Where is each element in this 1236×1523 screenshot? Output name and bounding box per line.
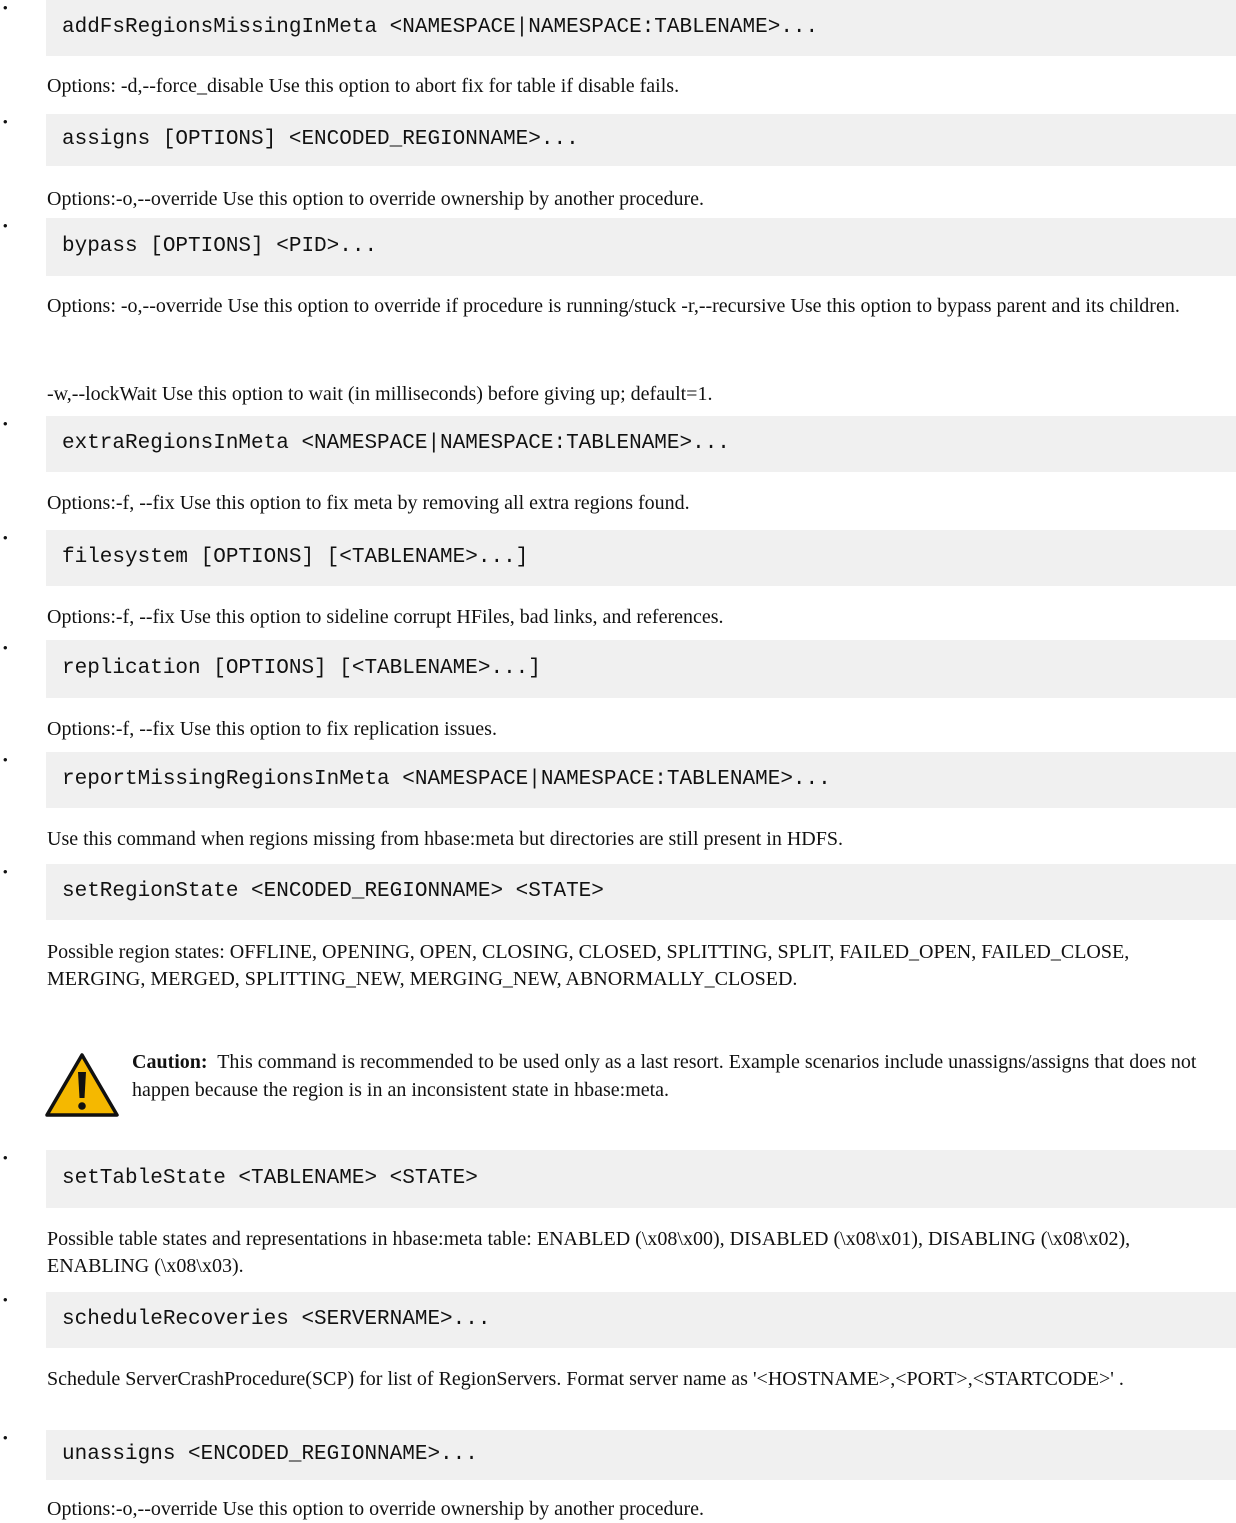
command-description: Use this command when regions missing from hbase:meta but directories are still present in HDFS. bbox=[47, 828, 843, 850]
command-code-block: setRegionState <ENCODED_REGIONNAME> <STATE> bbox=[46, 864, 1236, 920]
command-description: Options:-o,--override Use this option to override ownership by another procedure. bbox=[47, 1498, 705, 1520]
command-code-block: reportMissingRegionsInMeta <NAMESPACE|NAMESPACE:TABLENAME>... bbox=[46, 752, 1236, 808]
command-description: Options:-f, --fix Use this option to fix replication issues. bbox=[47, 718, 497, 740]
command-code-block: unassigns <ENCODED_REGIONNAME>... bbox=[46, 1430, 1236, 1480]
bullet-icon: • bbox=[3, 1430, 8, 1445]
warning-triangle-icon bbox=[44, 1052, 120, 1118]
bullet-icon: • bbox=[3, 218, 8, 233]
caution-text: This command is recommended to be used only as a last resort. Example scenarios include unassigns/assigns that does not happen because the region is in an inconsistent state in hbase:meta. bbox=[132, 1051, 1197, 1101]
command-code-block: addFsRegionsMissingInMeta <NAMESPACE|NAMESPACE:TABLENAME>... bbox=[46, 0, 1236, 56]
bullet-icon: • bbox=[3, 530, 8, 545]
bullet-icon: • bbox=[3, 640, 8, 655]
command-description: Schedule ServerCrashProcedure(SCP) for list of RegionServers. Format server name as '<HOSTNAME>,<PORT>,<STARTCODE>' . bbox=[47, 1368, 1124, 1390]
command-code-block: setTableState <TABLENAME> <STATE> bbox=[46, 1150, 1236, 1208]
command-description: Possible table states and representations in hbase:meta table: ENABLED (\x08\x00), DISABLED (\x08\x01), DISABLING (\x08\x02), ENABLING (\x08\x03). bbox=[47, 1228, 1131, 1277]
bullet-icon: • bbox=[3, 752, 8, 767]
command-description: Options: -d,--force_disable Use this option to abort fix for table if disable fails. bbox=[47, 75, 680, 97]
bullet-icon: • bbox=[3, 864, 8, 879]
command-code-block: assigns [OPTIONS] <ENCODED_REGIONNAME>... bbox=[46, 114, 1236, 166]
command-description: Options:-o,--override Use this option to override ownership by another procedure. bbox=[47, 188, 705, 210]
command-description: Options:-f, --fix Use this option to fix meta by removing all extra regions found. bbox=[47, 492, 690, 514]
caution-label: Caution: bbox=[132, 1051, 208, 1073]
bullet-icon: • bbox=[3, 1292, 8, 1307]
caution-body bbox=[132, 1048, 1232, 1104]
command-code-block: scheduleRecoveries <SERVERNAME>... bbox=[46, 1292, 1236, 1348]
command-description: Options: -o,--override Use this option to override if procedure is running/stuck -r,--recursive Use this option to bypass parent and its children. bbox=[47, 295, 1180, 317]
command-description: Options:-f, --fix Use this option to sideline corrupt HFiles, bad links, and references. bbox=[47, 606, 724, 628]
command-code-block: filesystem [OPTIONS] [<TABLENAME>...] bbox=[46, 530, 1236, 586]
command-code-block: extraRegionsInMeta <NAMESPACE|NAMESPACE:TABLENAME>... bbox=[46, 416, 1236, 472]
command-code-block: replication [OPTIONS] [<TABLENAME>...] bbox=[46, 640, 1236, 698]
bullet-icon: • bbox=[3, 114, 8, 129]
bullet-icon: • bbox=[3, 416, 8, 431]
bullet-icon: • bbox=[3, 0, 8, 15]
bullet-icon: • bbox=[3, 1150, 8, 1165]
command-description: -w,--lockWait Use this option to wait (in milliseconds) before giving up; default=1. bbox=[47, 383, 713, 405]
command-description: Possible region states: OFFLINE, OPENING, OPEN, CLOSING, CLOSED, SPLITTING, SPLIT, FAILED_OPEN, FAILED_CLOSE, MERGING, MERGED, SPLITTING_NEW, MERGING_NEW, ABNORMALLY_CLOSED. bbox=[47, 941, 1130, 990]
command-code-block: bypass [OPTIONS] <PID>... bbox=[46, 218, 1236, 276]
